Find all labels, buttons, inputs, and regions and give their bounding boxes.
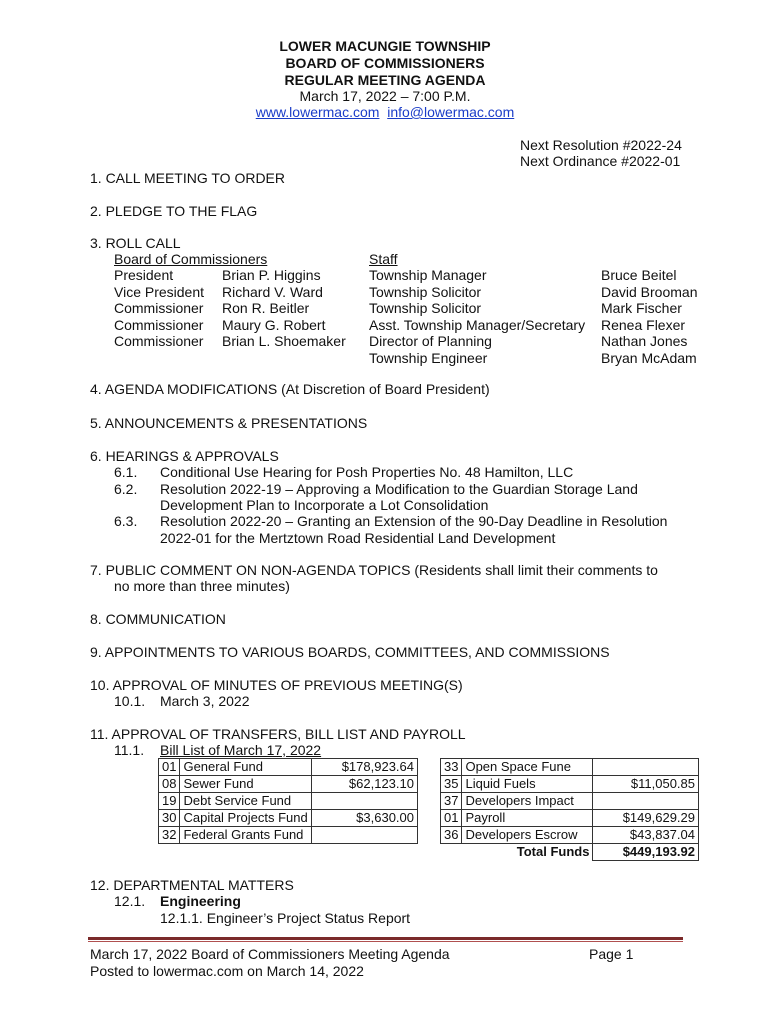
fund-name: Payroll [462, 810, 593, 827]
item-appointments: 9. APPOINTMENTS TO VARIOUS BOARDS, COMMITTEES, AND COMMISSIONS [90, 644, 610, 660]
dept-sub-item: 12.1.1. Engineer’s Project Status Report [160, 910, 411, 926]
board-name: Richard V. Ward [222, 284, 323, 300]
fund-code: 19 [159, 793, 180, 810]
fund-name: Developers Escrow [462, 827, 593, 844]
fund-name: General Fund [180, 759, 311, 776]
footer-divider [88, 937, 683, 940]
website-link[interactable]: www.lowermac.com [255, 104, 380, 120]
board-title: Vice President [114, 284, 205, 300]
staff-name: David Brooman [601, 284, 698, 300]
hearing-text: Development Plan to Incorporate a Lot Consolidation [160, 497, 489, 513]
bill-list-title: Bill List of March 17, 2022 [160, 742, 322, 758]
board-heading: Board of Commissioners [114, 251, 268, 267]
item-announcements: 5. ANNOUNCEMENTS & PRESENTATIONS [90, 415, 368, 431]
item-transfers: 11. APPROVAL OF TRANSFERS, BILL LIST AND PAYROLL [90, 726, 466, 742]
hearing-text: Resolution 2022-19 – Approving a Modification to the Guardian Storage Land [160, 481, 638, 497]
fund-code: 01 [441, 810, 462, 827]
page-number: Page 1 [589, 946, 634, 962]
hearing-number: 6.1. [114, 464, 138, 480]
table-row [441, 810, 699, 827]
staff-heading: Staff [369, 251, 398, 267]
staff-title: Township Solicitor [369, 284, 482, 300]
item-roll-call: 3. ROLL CALL [90, 235, 181, 251]
hearing-text: Conditional Use Hearing for Posh Properties No. 48 Hamilton, LLC [160, 464, 574, 480]
total-spacer [441, 844, 462, 861]
board-title: Commissioner [114, 317, 204, 333]
fund-name: Sewer Fund [180, 776, 311, 793]
fund-name: Debt Service Fund [180, 793, 311, 810]
table-row [159, 827, 418, 844]
fund-code: 37 [441, 793, 462, 810]
footer-divider-thin [88, 941, 683, 942]
fund-name: Open Space Fune [462, 759, 593, 776]
board-name: Brian L. Shoemaker [222, 333, 346, 349]
staff-name: Nathan Jones [601, 333, 688, 349]
table-row [159, 793, 418, 810]
fund-amount [593, 793, 699, 810]
hearing-text: 2022-01 for the Mertztown Road Residential Land Development [160, 530, 556, 546]
table-row [441, 776, 699, 793]
fund-amount: $149,629.29 [593, 810, 699, 827]
fund-amount: $11,050.85 [593, 776, 699, 793]
fund-code: 33 [441, 759, 462, 776]
staff-title: Township Manager [369, 267, 487, 283]
agenda-title: REGULAR MEETING AGENDA [284, 72, 486, 88]
item-public-comment: 7. PUBLIC COMMENT ON NON-AGENDA TOPICS (Residents shall limit their comments to [90, 562, 658, 578]
staff-name: Bruce Beitel [601, 267, 677, 283]
minutes-number: 10.1. [114, 693, 146, 709]
staff-title: Township Solicitor [369, 300, 482, 316]
fund-code: 01 [159, 759, 180, 776]
board-name: Ron R. Beitler [222, 300, 310, 316]
total-row [441, 844, 699, 861]
item-call-to-order: 1. CALL MEETING TO ORDER [90, 170, 286, 186]
fund-amount: $43,837.04 [593, 827, 699, 844]
contact-links [0, 104, 770, 121]
staff-name: Bryan McAdam [601, 350, 697, 366]
board-name: Brian P. Higgins [222, 267, 321, 283]
item-agenda-modifications: 4. AGENDA MODIFICATIONS (At Discretion of Board President) [90, 381, 490, 397]
minutes-date: March 3, 2022 [160, 693, 250, 709]
staff-title: Township Engineer [369, 350, 488, 366]
bill-list-number: 11.1. [114, 742, 145, 758]
footer-meeting: March 17, 2022 Board of Commissioners Meeting Agenda [90, 946, 450, 962]
fund-name: Liquid Fuels [462, 776, 593, 793]
fund-code: 36 [441, 827, 462, 844]
hearing-number: 6.2. [114, 481, 138, 497]
fund-table-right [440, 758, 699, 861]
fund-table-left [158, 758, 418, 844]
table-row [159, 776, 418, 793]
staff-name: Renea Flexer [601, 317, 686, 333]
table-row [441, 759, 699, 776]
total-amount: $449,193.92 [593, 844, 699, 861]
table-row [441, 793, 699, 810]
dept-engineering: Engineering [160, 893, 241, 909]
email-link[interactable]: info@lowermac.com [387, 104, 515, 120]
footer-posted: Posted to lowermac.com on March 14, 2022 [90, 963, 364, 979]
fund-name: Developers Impact [462, 793, 593, 810]
board-name: BOARD OF COMMISSIONERS [285, 55, 485, 71]
fund-amount: $62,123.10 [311, 776, 417, 793]
item-hearings: 6. HEARINGS & APPROVALS [90, 448, 279, 464]
total-label: Total Funds [516, 844, 590, 860]
board-name: Maury G. Robert [222, 317, 326, 333]
fund-amount: $3,630.00 [311, 810, 417, 827]
next-resolution: Next Resolution #2022-24 [520, 137, 682, 153]
fund-code: 32 [159, 827, 180, 844]
fund-code: 35 [441, 776, 462, 793]
table-row [441, 827, 699, 844]
item-pledge: 2. PLEDGE TO THE FLAG [90, 203, 258, 219]
next-ordinance: Next Ordinance #2022-01 [520, 153, 681, 169]
staff-name: Mark Fischer [601, 300, 682, 316]
hearing-text: Resolution 2022-20 – Granting an Extension of the 90-Day Deadline in Resolution [160, 513, 668, 529]
fund-code: 08 [159, 776, 180, 793]
township-name: LOWER MACUNGIE TOWNSHIP [279, 38, 491, 54]
fund-code: 30 [159, 810, 180, 827]
fund-name: Federal Grants Fund [180, 827, 311, 844]
item-communication: 8. COMMUNICATION [90, 611, 226, 627]
item-departmental: 12. DEPARTMENTAL MATTERS [90, 877, 294, 893]
board-title: President [114, 267, 174, 283]
fund-amount [311, 827, 417, 844]
table-row [159, 810, 418, 827]
fund-amount [593, 759, 699, 776]
dept-number: 12.1. [114, 893, 146, 909]
meeting-date: March 17, 2022 – 7:00 P.M. [299, 88, 471, 104]
hearing-number: 6.3. [114, 513, 138, 529]
item-minutes: 10. APPROVAL OF MINUTES OF PREVIOUS MEETING(S) [90, 677, 463, 693]
item-public-comment-cont: no more than three minutes) [114, 578, 290, 594]
fund-name: Capital Projects Fund [180, 810, 311, 827]
table-row [159, 759, 418, 776]
staff-title: Director of Planning [369, 333, 492, 349]
fund-amount [311, 793, 417, 810]
fund-amount: $178,923.64 [311, 759, 417, 776]
staff-title: Asst. Township Manager/Secretary [369, 317, 586, 333]
board-title: Commissioner [114, 300, 204, 316]
board-title: Commissioner [114, 333, 204, 349]
